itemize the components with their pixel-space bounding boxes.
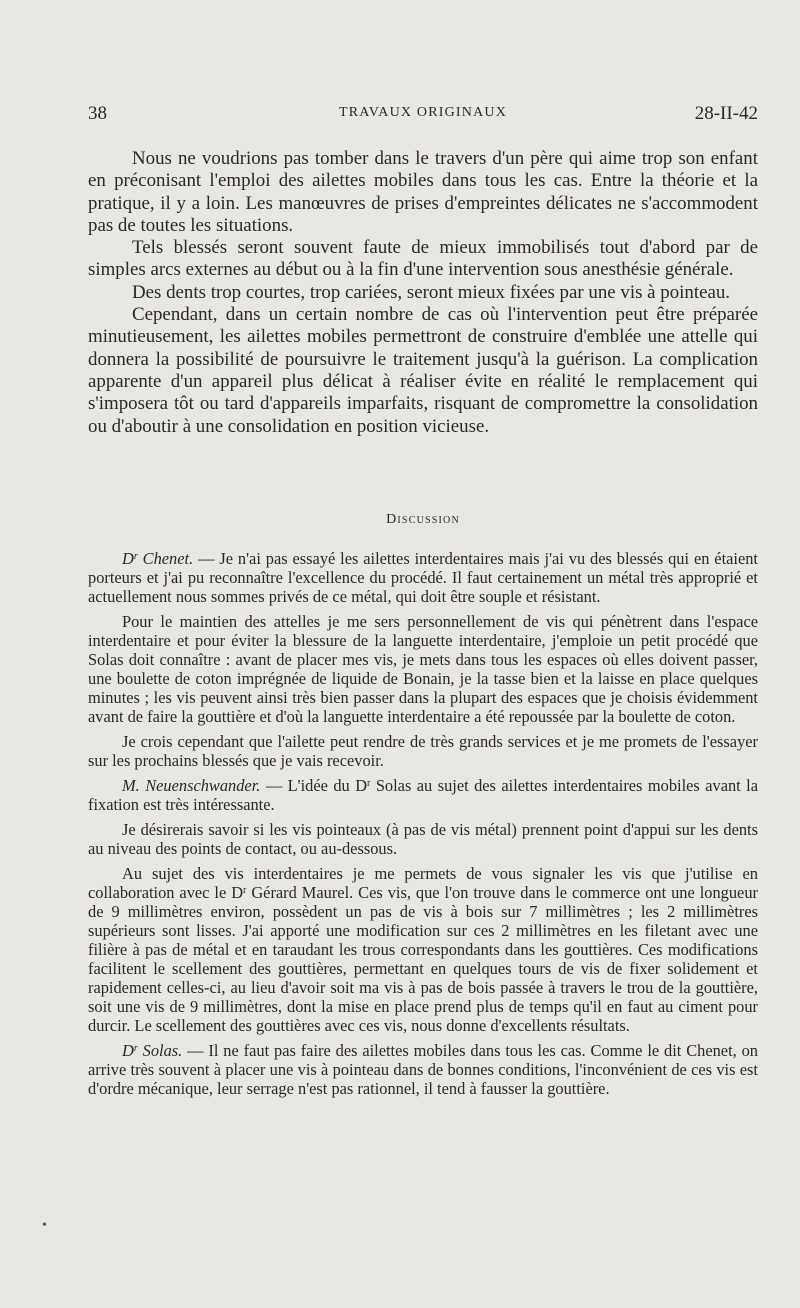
title-sup: r bbox=[243, 885, 247, 896]
discussion-section bbox=[88, 549, 758, 1098]
discussion-paragraph: Je crois cependant que l'ailette peut rendre de très grands services et je me promets de l'essayer sur les prochains blessés que je vais recevoir. bbox=[88, 732, 758, 770]
main-text bbox=[88, 148, 758, 438]
speaker-surname: Chenet. bbox=[137, 549, 194, 568]
paragraph: Tels blessés seront souvent faute de mieux immobilisés tout d'abord par de simples arcs externes au début ou à la fin d'une intervention sous anesthésie générale. bbox=[88, 237, 758, 281]
speaker-title: D bbox=[122, 549, 134, 568]
discussion-paragraph bbox=[88, 549, 758, 606]
paragraph: Cependant, dans un certain nombre de cas où l'intervention peut être préparée minutieusement, les ailettes mobiles permettront de construire d'emblée une attelle qui donnera la possibilité de poursuivre le traitement jusqu'à la guérison. La complication apparente d'un appareil plus délicat à réaliser évite en réalité le remplacement qui s'imposera tôt ou tard d'appareils imparfaits, risquant de compromettre la consolidation ou d'aboutir à une consolidation en position vicieuse. bbox=[88, 304, 758, 437]
speaker-name bbox=[122, 1041, 182, 1060]
discussion-paragraph bbox=[88, 1041, 758, 1098]
discussion-paragraph bbox=[88, 776, 758, 814]
speaker-name: M. Neuenschwander. bbox=[122, 776, 261, 795]
title-sup: r bbox=[367, 778, 371, 789]
speaker-title-sup: r bbox=[133, 1043, 138, 1054]
remark-text: — Il ne faut pas faire des ailettes mobiles dans tous les cas. Comme le dit Chenet, on arrive très souvent à placer une vis à pointeau dans de bonnes conditions, l'inconvénient de ces vis est d'ordre mécanique, leur serrage n'est pas rationnel, il tend à fausser la gouttière. bbox=[88, 1041, 758, 1098]
paragraph: Nous ne voudrions pas tomber dans le travers d'un père qui aime trop son enfant en préconisant l'emploi des ailettes mobiles dans tous les cas. Entre la théorie et la pratique, il y a loin. Les manœuvres de prises d'empreintes délicates ne s'accommodent pas de toutes les situations. bbox=[88, 148, 758, 236]
running-title: TRAVAUX ORIGINAUX bbox=[338, 105, 508, 120]
discussion-paragraph: Je désirerais savoir si les vis pointeaux (à pas de vis métal) prennent point d'appui sur les dents au niveau des points de contact, ou au-dessous. bbox=[88, 820, 758, 858]
speaker-surname: Solas. bbox=[137, 1041, 183, 1060]
remark-text: — L'idée du D bbox=[260, 776, 368, 795]
running-header bbox=[88, 103, 758, 125]
page-number: 38 bbox=[88, 103, 107, 124]
remark-text: Gérard Maurel. Ces vis, que l'on trouve dans le commerce ont une longueur de 9 millimètres environ, possèdent un pas de vis à bois sur 7 millimètres ; les 2 millimètres supérieurs sont lisses. J'ai apporté une modification sur ces 2 millimètres en les filetant avec une filière à pas de métal et en taraudant les trous correspondants dans les gouttières. Ces modifications facilitent le scellement des gouttières, permettant en quelques tours de vis de fixer solidement et rapidement celles-ci, au lieu d'avoir soit ma vis à pas de bois passée à travers le trou de la gouttière, soit une vis de 9 millimètres, dont la mise en place prend plus de temps qu'il en faut au ciment pour durcir. Le scellement des gouttières avec ces vis, nous donne d'excellents résultats. bbox=[88, 883, 758, 1035]
discussion-paragraph bbox=[88, 864, 758, 1035]
speaker-title-sup: r bbox=[133, 551, 138, 562]
stray-mark: • bbox=[42, 1218, 47, 1233]
discussion-heading: Discussion bbox=[386, 512, 460, 527]
remark-text: Solas au sujet des ailettes interdentaires mobiles avant la fixation est très intéressante. bbox=[88, 776, 758, 814]
remark-text: — Je n'ai pas essayé les ailettes interdentaires mais j'ai vu des blessés qui en étaient porteurs et j'ai pu reconnaître l'excellence du procédé. Il faut certainement un métal très approprié et actuellement nous sommes privés de ce métal, qui doit être souple et résistant. bbox=[88, 549, 758, 606]
speaker-title: D bbox=[122, 1041, 134, 1060]
discussion-paragraph: Pour le maintien des attelles je me sers personnellement de vis qui pénètrent dans l'espace interdentaire et pour éviter la blessure de la languette interdentaire, j'emploie un petit procédé que Solas doit connaître : avant de placer mes vis, je mets dans tous les espaces où elles doivent passer, une boulette de coton imprégnée de liquide de Bonain, je la tasse bien et la laisse en place quelques minutes ; les vis peuvent ainsi très bien passer dans la plupart des espaces que je choisis évidemment avant de faire la gouttière et d'où la languette interdentaire a été repoussée par la boulette de coton. bbox=[88, 612, 758, 726]
speaker-name bbox=[122, 549, 193, 568]
issue-date: 28-II-42 bbox=[694, 103, 758, 124]
remark-text: Au sujet des vis interdentaires je me permets de vous signaler les vis que j'utilise en collaboration avec le D bbox=[88, 864, 758, 902]
paragraph: Des dents trop courtes, trop cariées, seront mieux fixées par une vis à pointeau. bbox=[132, 281, 731, 303]
